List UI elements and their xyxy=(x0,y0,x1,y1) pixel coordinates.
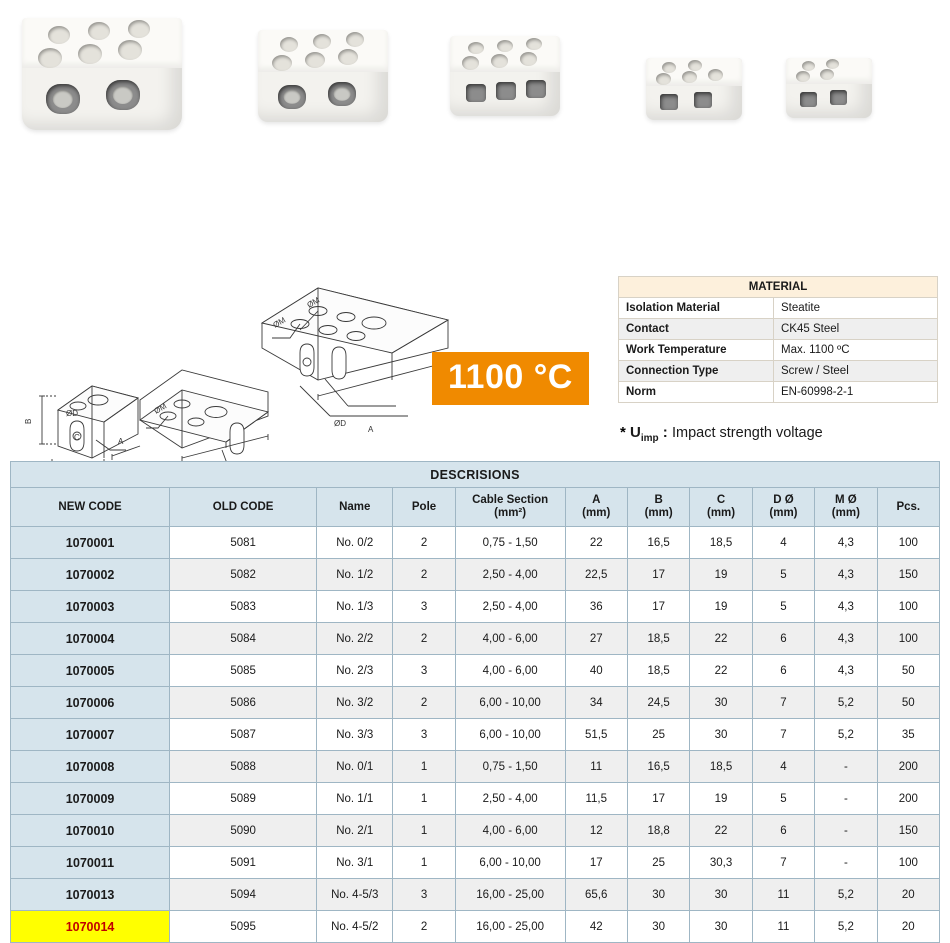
material-row-norm xyxy=(619,382,938,403)
cell-b: 18,5 xyxy=(627,655,689,687)
cell-d: 4 xyxy=(752,751,814,783)
material-row-work-temperature xyxy=(619,340,938,361)
cell-a: 42 xyxy=(565,911,627,943)
cell-c: 30 xyxy=(690,911,752,943)
table-row xyxy=(11,815,940,847)
material-value-contact: CK45 Steel xyxy=(774,319,938,340)
cell-pcs: 100 xyxy=(877,847,939,879)
cell-pcs: 100 xyxy=(877,527,939,559)
col-header-c-line2: (mm) xyxy=(706,507,736,519)
screw-head xyxy=(334,87,351,101)
material-table-header-row xyxy=(619,277,938,298)
cell-old-code: 5095 xyxy=(170,911,317,943)
screw-hole xyxy=(346,32,364,47)
label-m-diameter: ØM xyxy=(305,295,322,310)
cable-slot xyxy=(466,84,486,102)
cell-pcs: 35 xyxy=(877,719,939,751)
col-header-pole-text: Pole xyxy=(411,500,437,513)
product-photo-4 xyxy=(646,58,742,120)
col-header-name xyxy=(317,488,393,527)
cell-old-code: 5089 xyxy=(170,783,317,815)
cell-m: 5,2 xyxy=(815,687,877,719)
col-header-pcs-text: Pcs. xyxy=(896,500,921,513)
cell-d: 5 xyxy=(752,559,814,591)
cell-name: No. 0/1 xyxy=(317,751,393,783)
screw-hole xyxy=(497,40,513,52)
col-header-c xyxy=(690,488,752,527)
footnote-symbol: U xyxy=(630,424,641,441)
cell-m: 5,2 xyxy=(815,719,877,751)
screw-head xyxy=(113,86,133,104)
screw-hole xyxy=(280,37,298,52)
cell-d: 7 xyxy=(752,719,814,751)
table-row xyxy=(11,623,940,655)
cell-b: 16,5 xyxy=(627,527,689,559)
cell-pole: 3 xyxy=(393,879,455,911)
cell-name: No. 3/1 xyxy=(317,847,393,879)
label-c: C xyxy=(74,433,80,442)
cell-pole: 3 xyxy=(393,719,455,751)
cell-name: No. 0/2 xyxy=(317,527,393,559)
cell-b: 30 xyxy=(627,911,689,943)
col-header-pcs xyxy=(877,488,939,527)
cell-name: No. 1/2 xyxy=(317,559,393,591)
cell-old-code: 5084 xyxy=(170,623,317,655)
cable-slot xyxy=(660,94,678,110)
table-row xyxy=(11,559,940,591)
cell-old-code: 5094 xyxy=(170,879,317,911)
cell-cable-section: 0,75 - 1,50 xyxy=(455,527,565,559)
footnote-separator: : xyxy=(658,424,672,441)
screw-head xyxy=(284,90,301,104)
cell-name: No. 3/3 xyxy=(317,719,393,751)
col-header-new-code-text: NEW CODE xyxy=(58,500,122,513)
cell-b: 25 xyxy=(627,847,689,879)
cell-cable-section: 2,50 - 4,00 xyxy=(455,591,565,623)
product-photo-2 xyxy=(258,30,388,122)
footnote-text: Impact strength voltage xyxy=(671,425,823,441)
label-a: A xyxy=(368,425,374,434)
cell-cable-section: 0,75 - 1,50 xyxy=(455,751,565,783)
descriptions-table xyxy=(10,461,940,943)
table-row xyxy=(11,591,940,623)
cell-name: No. 2/3 xyxy=(317,655,393,687)
cell-b: 18,5 xyxy=(627,623,689,655)
screw-hole xyxy=(682,71,697,83)
screw-head xyxy=(53,90,73,108)
col-header-cable-section-line1: Cable Section xyxy=(472,494,549,506)
screw-hole xyxy=(520,52,537,66)
cell-pcs: 100 xyxy=(877,623,939,655)
cell-old-code: 5083 xyxy=(170,591,317,623)
descriptions-title: DESCRISIONS xyxy=(11,462,940,488)
cell-a: 12 xyxy=(565,815,627,847)
col-header-d-line1: D Ø xyxy=(773,494,794,506)
cell-cable-section: 4,00 - 6,00 xyxy=(455,623,565,655)
product-photo-5 xyxy=(786,58,872,118)
cell-b: 16,5 xyxy=(627,751,689,783)
col-header-b-line2: (mm) xyxy=(644,507,673,519)
cell-cable-section: 16,00 - 25,00 xyxy=(455,911,565,943)
material-key-norm: Norm xyxy=(619,382,774,403)
cable-slot xyxy=(46,84,80,114)
cell-c: 18,5 xyxy=(690,527,752,559)
cell-new-code: 1070002 xyxy=(11,559,170,591)
cable-slot xyxy=(694,92,712,108)
table-row xyxy=(11,687,940,719)
cell-b: 17 xyxy=(627,783,689,815)
cell-a: 11,5 xyxy=(565,783,627,815)
cell-pole: 2 xyxy=(393,911,455,943)
cell-pcs: 20 xyxy=(877,911,939,943)
cell-m: - xyxy=(815,783,877,815)
cell-cable-section: 2,50 - 4,00 xyxy=(455,559,565,591)
col-header-cable-section-line2: (mm²) xyxy=(494,507,527,519)
col-header-a-line1: A xyxy=(592,494,601,506)
table-row xyxy=(11,751,940,783)
material-value-isolation: Steatite xyxy=(774,298,938,319)
screw-hole xyxy=(708,69,723,81)
cell-c: 19 xyxy=(690,591,752,623)
cell-new-code: 1070005 xyxy=(11,655,170,687)
cell-c: 30,3 xyxy=(690,847,752,879)
cell-c: 19 xyxy=(690,559,752,591)
screw-hole xyxy=(656,73,671,85)
cell-a: 51,5 xyxy=(565,719,627,751)
cell-pcs: 200 xyxy=(877,751,939,783)
cell-new-code-highlighted: 1070014 xyxy=(11,911,170,943)
cell-pcs: 100 xyxy=(877,591,939,623)
cell-old-code: 5090 xyxy=(170,815,317,847)
cell-cable-section: 6,00 - 10,00 xyxy=(455,687,565,719)
col-header-old-code xyxy=(170,488,317,527)
drawing-label-c xyxy=(140,407,142,417)
cell-a: 17 xyxy=(565,847,627,879)
product-photo-1 xyxy=(22,18,182,130)
material-key-work-temperature: Work Temperature xyxy=(619,340,774,361)
label-m-diameter: ØM xyxy=(152,401,169,416)
col-header-m-line2: (mm) xyxy=(831,507,860,519)
cell-new-code: 1070011 xyxy=(11,847,170,879)
cell-new-code: 1070003 xyxy=(11,591,170,623)
cable-slot xyxy=(496,82,516,100)
cell-a: 40 xyxy=(565,655,627,687)
cell-a: 11 xyxy=(565,751,627,783)
cell-m: 5,2 xyxy=(815,879,877,911)
cell-c: 30 xyxy=(690,719,752,751)
col-header-m-diameter xyxy=(815,488,877,527)
cell-pcs: 50 xyxy=(877,687,939,719)
technical-drawings xyxy=(0,148,600,453)
cell-d: 6 xyxy=(752,655,814,687)
screw-hole xyxy=(128,20,150,38)
cell-b: 25 xyxy=(627,719,689,751)
table-row xyxy=(11,527,940,559)
cell-m: 4,3 xyxy=(815,527,877,559)
cell-a: 27 xyxy=(565,623,627,655)
cell-name: No. 4-5/2 xyxy=(317,911,393,943)
cell-pcs: 50 xyxy=(877,655,939,687)
screw-hole xyxy=(338,49,358,65)
table-row xyxy=(11,783,940,815)
col-header-d-diameter xyxy=(752,488,814,527)
cell-d: 5 xyxy=(752,783,814,815)
material-key-connection-type: Connection Type xyxy=(619,361,774,382)
cell-b: 24,5 xyxy=(627,687,689,719)
col-header-new-code xyxy=(11,488,170,527)
cell-name: No. 3/2 xyxy=(317,687,393,719)
cell-c: 22 xyxy=(690,655,752,687)
footnote-asterisk: * xyxy=(620,424,626,441)
screw-hole xyxy=(272,55,292,71)
cell-cable-section: 4,00 - 6,00 xyxy=(455,815,565,847)
col-header-b-line1: B xyxy=(654,494,663,506)
col-header-d-line2: (mm) xyxy=(769,507,798,519)
cell-new-code: 1070006 xyxy=(11,687,170,719)
cell-m: 4,3 xyxy=(815,559,877,591)
drawing-2pole xyxy=(140,370,268,466)
cell-m: - xyxy=(815,815,877,847)
cell-d: 11 xyxy=(752,911,814,943)
cell-old-code: 5081 xyxy=(170,527,317,559)
cell-pole: 3 xyxy=(393,591,455,623)
screw-hole xyxy=(48,26,70,44)
cable-slot xyxy=(800,92,817,107)
screw-hole xyxy=(78,44,102,64)
cell-pcs: 150 xyxy=(877,815,939,847)
screw-hole xyxy=(313,34,331,49)
cell-old-code: 5082 xyxy=(170,559,317,591)
table-row xyxy=(11,719,940,751)
drawing-1pole xyxy=(39,386,140,465)
cell-m: - xyxy=(815,751,877,783)
cell-old-code: 5085 xyxy=(170,655,317,687)
cell-c: 22 xyxy=(690,815,752,847)
cell-b: 17 xyxy=(627,591,689,623)
cell-new-code: 1070004 xyxy=(11,623,170,655)
cell-name: No. 4-5/3 xyxy=(317,879,393,911)
col-header-a xyxy=(565,488,627,527)
cell-m: - xyxy=(815,847,877,879)
col-header-a-line2: (mm) xyxy=(582,507,611,519)
table-row-highlighted xyxy=(11,911,940,943)
screw-hole xyxy=(305,52,325,68)
cell-new-code: 1070007 xyxy=(11,719,170,751)
cell-a: 34 xyxy=(565,687,627,719)
screw-hole xyxy=(462,56,479,70)
cell-cable-section: 2,50 - 4,00 xyxy=(455,783,565,815)
cell-new-code: 1070010 xyxy=(11,815,170,847)
cell-d: 4 xyxy=(752,527,814,559)
material-key-isolation: Isolation Material xyxy=(619,298,774,319)
screw-hole xyxy=(468,42,484,54)
screw-hole xyxy=(526,38,542,50)
cell-d: 7 xyxy=(752,847,814,879)
table-row xyxy=(11,879,940,911)
cell-c: 19 xyxy=(690,783,752,815)
screw-hole xyxy=(88,22,110,40)
table-row xyxy=(11,847,940,879)
temperature-badge: 1100 °C xyxy=(432,352,589,405)
cell-pole: 2 xyxy=(393,623,455,655)
screw-hole xyxy=(820,69,834,80)
cell-b: 17 xyxy=(627,559,689,591)
cell-c: 30 xyxy=(690,687,752,719)
cell-name: No. 2/2 xyxy=(317,623,393,655)
product-photo-strip xyxy=(0,0,950,145)
cell-m: 4,3 xyxy=(815,591,877,623)
footnote-uimp xyxy=(620,424,823,444)
cable-slot xyxy=(526,80,546,98)
table-row xyxy=(11,655,940,687)
cell-pole: 1 xyxy=(393,751,455,783)
screw-hole xyxy=(796,71,810,82)
cell-pole: 1 xyxy=(393,815,455,847)
screw-hole xyxy=(802,61,815,71)
material-value-norm: EN-60998-2-1 xyxy=(774,382,938,403)
cell-d: 6 xyxy=(752,623,814,655)
footnote-symbol-subscript: imp xyxy=(640,433,659,444)
descriptions-title-row xyxy=(11,462,940,488)
cell-cable-section: 4,00 - 6,00 xyxy=(455,655,565,687)
cell-m: 4,3 xyxy=(815,623,877,655)
cell-a: 22 xyxy=(565,527,627,559)
label-b: B xyxy=(24,418,33,424)
cell-pole: 2 xyxy=(393,559,455,591)
col-header-b xyxy=(627,488,689,527)
cell-c: 22 xyxy=(690,623,752,655)
cell-name: No. 2/1 xyxy=(317,815,393,847)
cell-old-code: 5091 xyxy=(170,847,317,879)
drawings-svg xyxy=(0,148,600,453)
cell-old-code: 5088 xyxy=(170,751,317,783)
col-header-cable-section xyxy=(455,488,565,527)
cable-slot xyxy=(328,82,356,106)
cell-new-code: 1070013 xyxy=(11,879,170,911)
material-value-work-temperature: Max. 1100 ºC xyxy=(774,340,938,361)
cable-slot xyxy=(830,90,847,105)
cell-cable-section: 6,00 - 10,00 xyxy=(455,847,565,879)
cell-pcs: 200 xyxy=(877,783,939,815)
cell-pcs: 20 xyxy=(877,879,939,911)
cell-a: 65,6 xyxy=(565,879,627,911)
col-header-m-line1: M Ø xyxy=(834,494,857,506)
descriptions-header-row xyxy=(11,488,940,527)
product-photo-3 xyxy=(450,36,560,116)
cell-d: 7 xyxy=(752,687,814,719)
cell-pole: 2 xyxy=(393,527,455,559)
screw-hole xyxy=(688,60,702,71)
col-header-c-line1: C xyxy=(716,494,726,506)
material-key-contact: Contact xyxy=(619,319,774,340)
cell-name: No. 1/1 xyxy=(317,783,393,815)
cell-cable-section: 6,00 - 10,00 xyxy=(455,719,565,751)
cell-old-code: 5086 xyxy=(170,687,317,719)
cell-pcs: 150 xyxy=(877,559,939,591)
cell-c: 30 xyxy=(690,879,752,911)
cell-new-code: 1070009 xyxy=(11,783,170,815)
material-value-connection-type: Screw / Steel xyxy=(774,361,938,382)
label-d-diameter: ØD xyxy=(66,409,78,418)
cable-slot xyxy=(278,85,306,109)
screw-hole xyxy=(38,48,62,68)
screw-hole xyxy=(118,40,142,60)
cell-a: 36 xyxy=(565,591,627,623)
screw-hole xyxy=(662,62,676,73)
cell-new-code: 1070008 xyxy=(11,751,170,783)
cell-old-code: 5087 xyxy=(170,719,317,751)
cell-b: 30 xyxy=(627,879,689,911)
label-d-diameter: ØD xyxy=(334,419,346,428)
cell-cable-section: 16,00 - 25,00 xyxy=(455,879,565,911)
cable-slot xyxy=(106,80,140,110)
col-header-pole xyxy=(393,488,455,527)
cell-b: 18,8 xyxy=(627,815,689,847)
drawing-3pole xyxy=(262,288,448,416)
material-table xyxy=(618,276,938,403)
cell-new-code: 1070001 xyxy=(11,527,170,559)
material-row-contact xyxy=(619,319,938,340)
cell-d: 6 xyxy=(752,815,814,847)
cell-d: 11 xyxy=(752,879,814,911)
material-table-title: MATERIAL xyxy=(619,277,938,298)
material-row-isolation xyxy=(619,298,938,319)
cell-pole: 2 xyxy=(393,687,455,719)
col-header-name-text: Name xyxy=(339,500,371,513)
material-row-connection-type xyxy=(619,361,938,382)
cell-c: 18,5 xyxy=(690,751,752,783)
cell-d: 5 xyxy=(752,591,814,623)
cell-pole: 1 xyxy=(393,847,455,879)
col-header-old-code-text: OLD CODE xyxy=(212,500,274,513)
descriptions-table-wrapper xyxy=(10,461,940,943)
cell-pole: 1 xyxy=(393,783,455,815)
cell-a: 22,5 xyxy=(565,559,627,591)
label-a: A xyxy=(118,437,124,446)
cell-name: No. 1/3 xyxy=(317,591,393,623)
screw-hole xyxy=(491,54,508,68)
cell-m: 4,3 xyxy=(815,655,877,687)
cell-pole: 3 xyxy=(393,655,455,687)
cell-m: 5,2 xyxy=(815,911,877,943)
label-m-diameter: ØM xyxy=(271,315,288,330)
screw-hole xyxy=(826,59,839,69)
